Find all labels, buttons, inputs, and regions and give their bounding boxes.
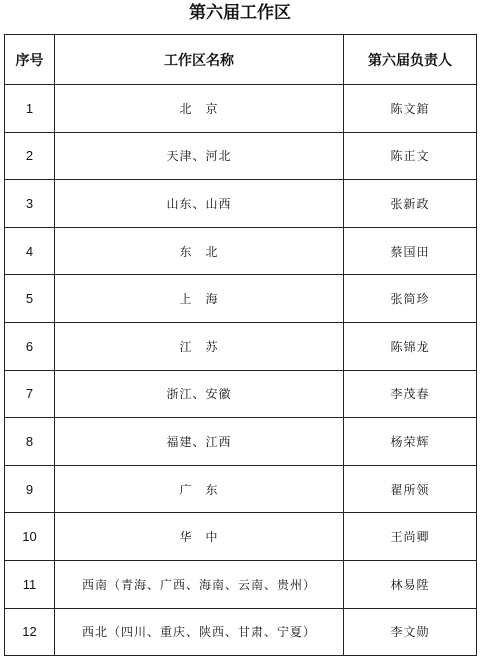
area-name: 华 中 — [55, 513, 344, 561]
row-number: 3 — [5, 180, 55, 228]
row-number: 9 — [5, 465, 55, 513]
leader-name: 张新政 — [344, 180, 477, 228]
leader-name: 李文勋 — [344, 608, 477, 656]
table-row — [5, 132, 477, 180]
leader-name: 杨荣辉 — [344, 418, 477, 466]
leader-name: 翟所领 — [344, 465, 477, 513]
table-row — [5, 370, 477, 418]
area-name: 福建、江西 — [55, 418, 344, 466]
leader-name: 李茂春 — [344, 370, 477, 418]
page-title: 第六届工作区 — [189, 3, 291, 23]
table-row — [5, 465, 477, 513]
leader-name: 陈文錧 — [344, 85, 477, 133]
area-name: 西南（青海、广西、海南、云南、贵州） — [55, 560, 344, 608]
area-name: 北 京 — [55, 85, 344, 133]
header-leader: 第六届负责人 — [344, 35, 477, 85]
table-header-row — [5, 35, 477, 85]
table-row — [5, 608, 477, 656]
area-name: 山东、山西 — [55, 180, 344, 228]
leader-name: 陈正文 — [344, 132, 477, 180]
table-row — [5, 322, 477, 370]
area-name: 东 北 — [55, 227, 344, 275]
row-number: 8 — [5, 418, 55, 466]
row-number: 1 — [5, 85, 55, 133]
header-area-name: 工作区名称 — [55, 35, 344, 85]
row-number: 11 — [5, 560, 55, 608]
row-number: 5 — [5, 275, 55, 323]
row-number: 4 — [5, 227, 55, 275]
table-row — [5, 418, 477, 466]
row-number: 7 — [5, 370, 55, 418]
leader-name: 张简珍 — [344, 275, 477, 323]
area-name: 浙江、安徽 — [55, 370, 344, 418]
area-name: 上 海 — [55, 275, 344, 323]
header-number: 序号 — [5, 35, 55, 85]
work-area-table — [4, 34, 477, 656]
area-name: 天津、河北 — [55, 132, 344, 180]
row-number: 6 — [5, 322, 55, 370]
table-row — [5, 560, 477, 608]
leader-name: 林易陞 — [344, 560, 477, 608]
leader-name: 王尚卿 — [344, 513, 477, 561]
table-row — [5, 227, 477, 275]
table-row — [5, 513, 477, 561]
leader-name: 蔡国田 — [344, 227, 477, 275]
table-row — [5, 85, 477, 133]
table-row — [5, 275, 477, 323]
area-name: 西北（四川、重庆、陕西、甘肃、宁夏） — [55, 608, 344, 656]
area-name: 广 东 — [55, 465, 344, 513]
row-number: 10 — [5, 513, 55, 561]
table-row — [5, 180, 477, 228]
row-number: 2 — [5, 132, 55, 180]
area-name: 江 苏 — [55, 322, 344, 370]
row-number: 12 — [5, 608, 55, 656]
leader-name: 陈锦龙 — [344, 322, 477, 370]
